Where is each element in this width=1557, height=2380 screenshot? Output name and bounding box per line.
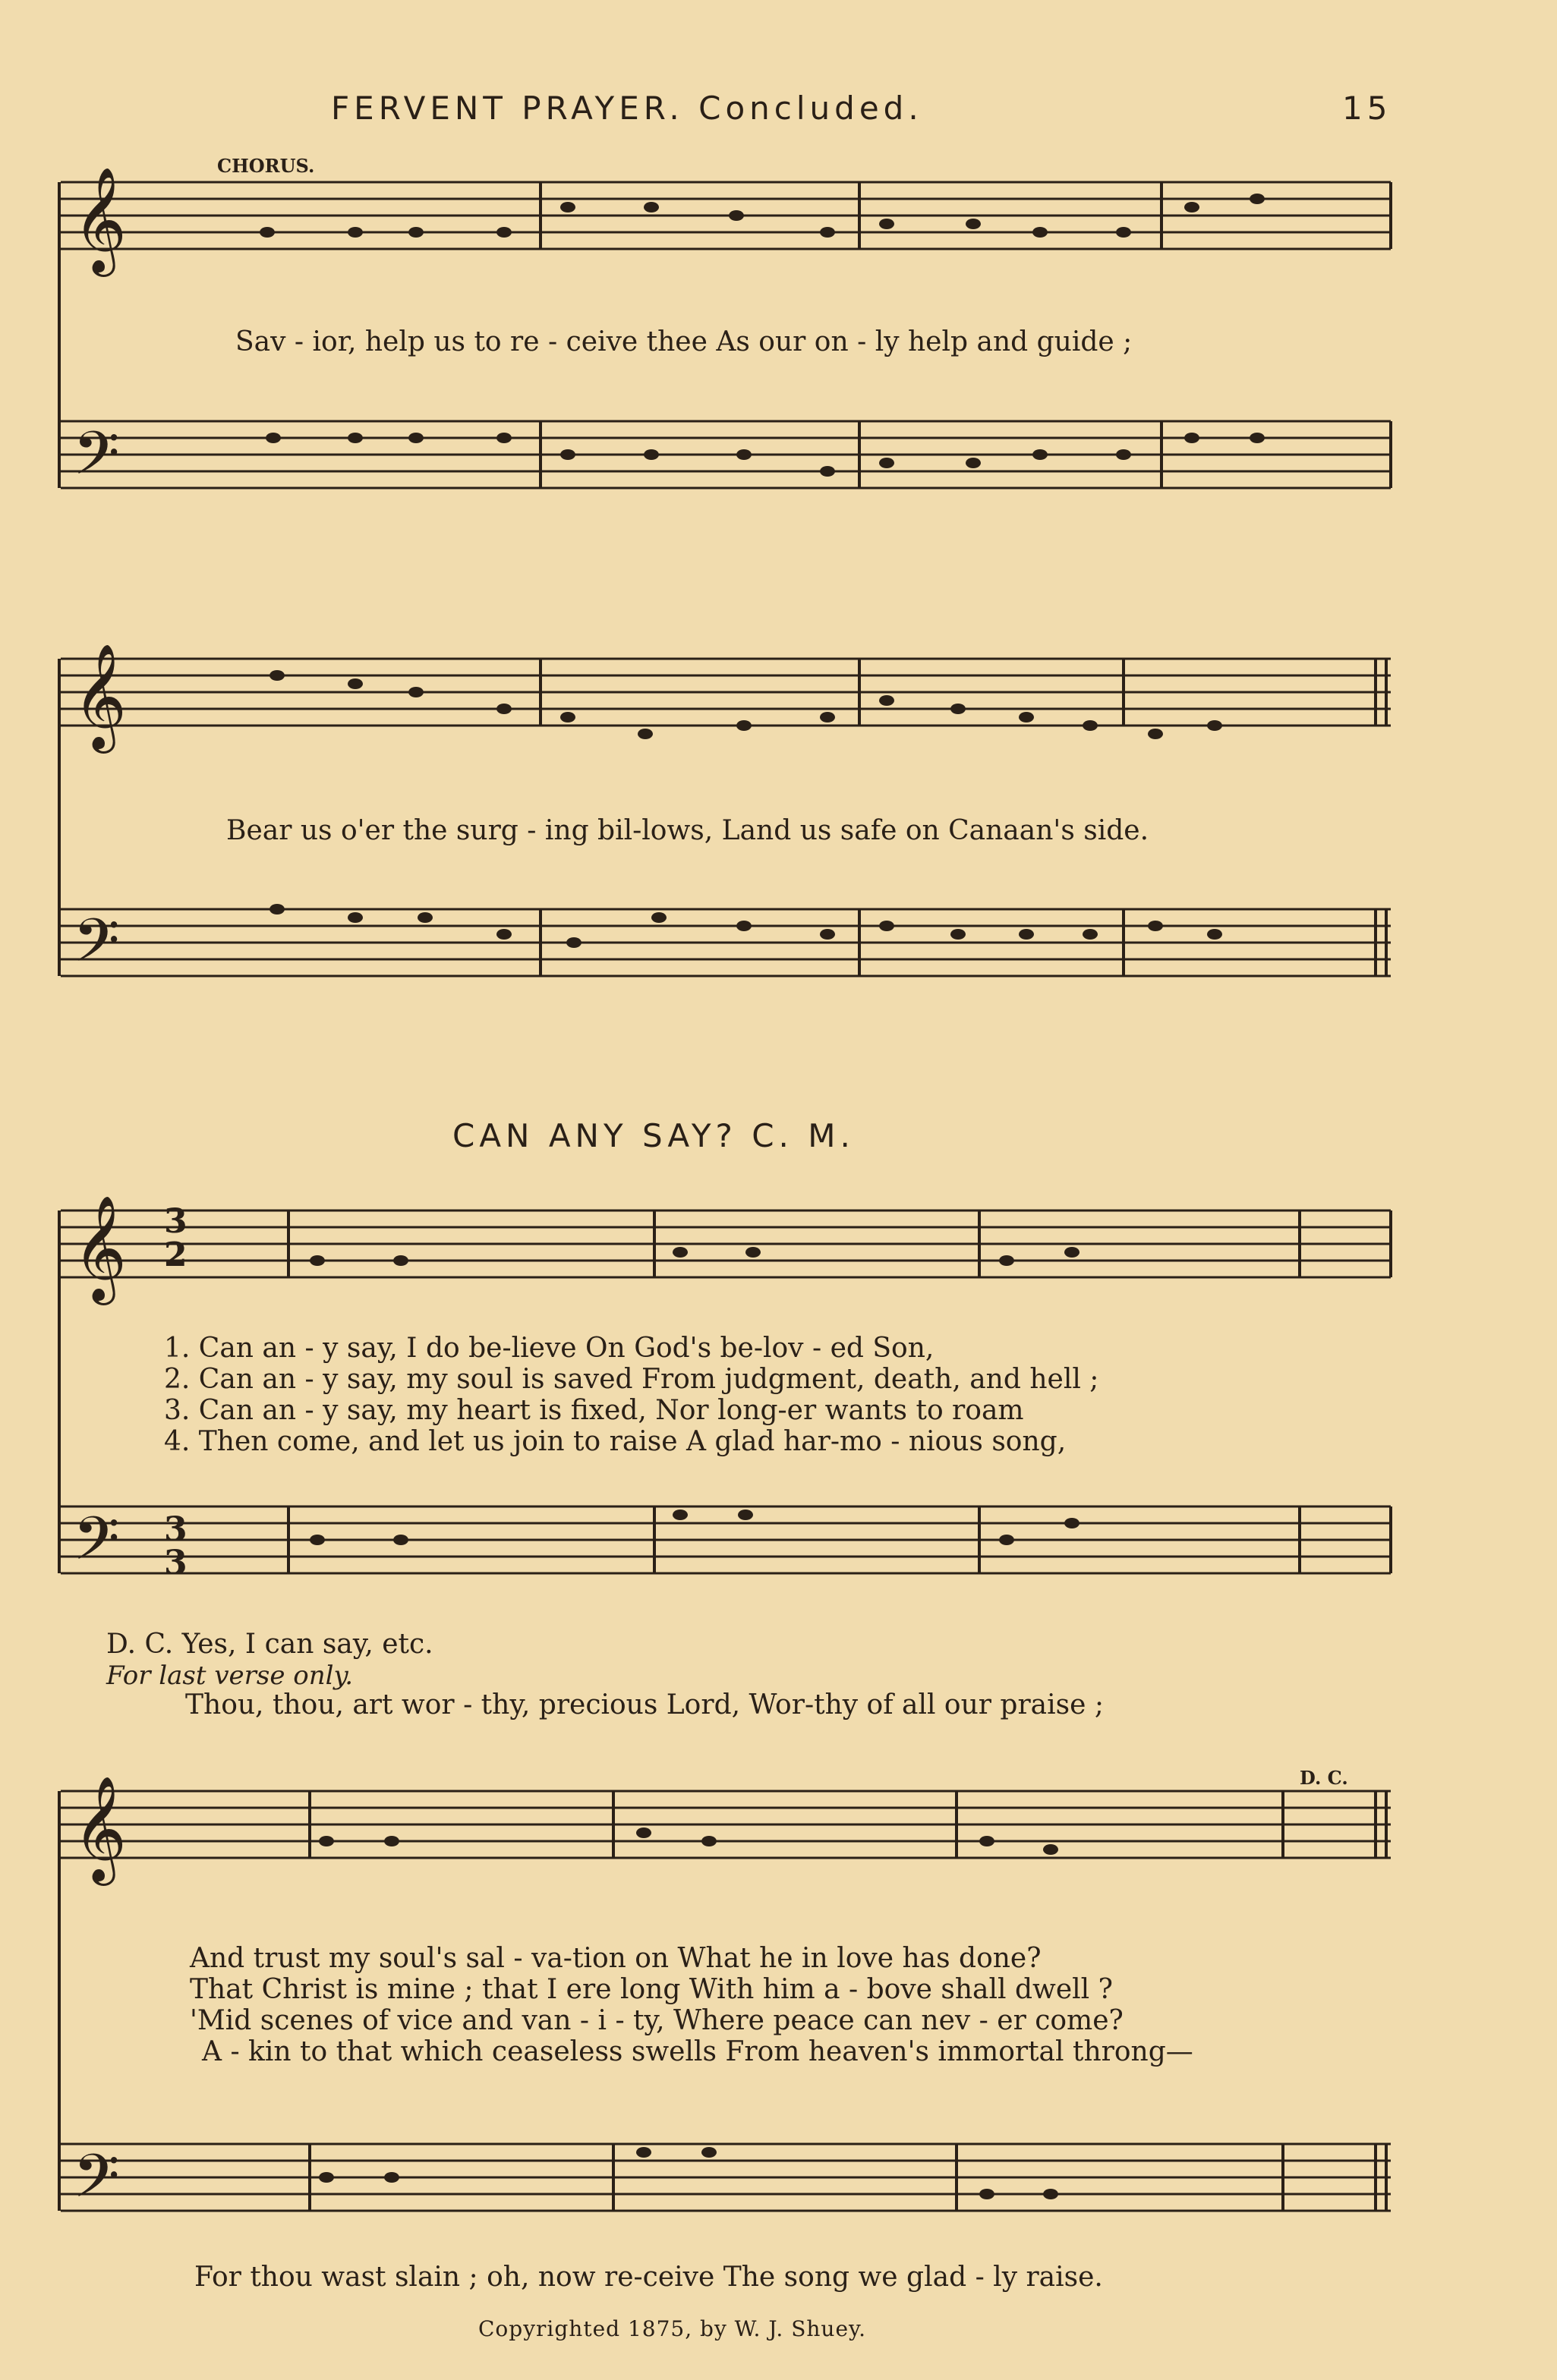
hymn-title: CAN ANY SAY? C. M. [452,1117,855,1154]
svg-text:𝄞: 𝄞 [73,167,127,272]
svg-text:𝄢: 𝄢 [73,905,120,990]
svg-text:𝄞: 𝄞 [73,1195,127,1301]
svg-text:𝄢: 𝄢 [73,2141,120,2226]
verse-a-2: 2. Can an - y say, my soul is saved From judgment, death, and hell ; [164,1364,1099,1395]
verse-b-4: A - kin to that which ceaseless swells From heaven's immortal throng— [202,2036,1193,2067]
svg-text:3: 3 [164,1544,188,1582]
chorus-lyric-line-1: Sav - ior, help us to re - ceive thee As our on - ly help and guide ; [235,326,1133,357]
svg-text:𝄞: 𝄞 [73,1776,127,1881]
verse-b-3: 'Mid scenes of vice and van - i - ty, Where peace can nev - er come? [190,2005,1124,2036]
dc-line: D. C. Yes, I can say, etc. [106,1629,433,1660]
chorus-label: CHORUS. [217,155,315,177]
svg-text:3: 3 [164,1202,188,1241]
running-title: FERVENT PRAYER. Concluded. [331,90,923,127]
svg-text:2: 2 [164,1236,188,1274]
chorus-lyric-line-2: Bear us o'er the surg - ing bil-lows, Land us safe on Canaan's side. [226,815,1149,846]
verse-b-2: That Christ is mine ; that I ere long With him a - bove shall dwell ? [190,1974,1113,2005]
verse-a-4: 4. Then come, and let us join to raise A glad har-mo - nious song, [164,1426,1067,1457]
verse-b-1: And trust my soul's sal - va-tion on What he in love has done? [190,1943,1042,1974]
svg-text:𝄢: 𝄢 [73,1503,120,1588]
last-verse-first-half: Thou, thou, art wor - thy, precious Lord, Wor-thy of all our praise ; [185,1689,1105,1720]
verse-a-3: 3. Can an - y say, my heart is fixed, Nor long-er wants to roam [164,1395,1024,1426]
page-number: 15 [1342,90,1392,127]
copyright: Copyrighted 1875, by W. J. Shuey. [478,2316,867,2341]
verse-a-1: 1. Can an - y say, I do be-lieve On God's be-lov - ed Son, [164,1333,935,1364]
svg-text:𝄢: 𝄢 [73,418,120,503]
last-verse-second-half: For thou wast slain ; oh, now re-ceive The song we glad - ly raise. [194,2262,1103,2293]
dc-mark: D. C. [1300,1767,1348,1789]
svg-text:3: 3 [164,1510,188,1549]
svg-text:𝄞: 𝄞 [73,644,127,749]
last-verse-label: For last verse only. [106,1661,354,1691]
